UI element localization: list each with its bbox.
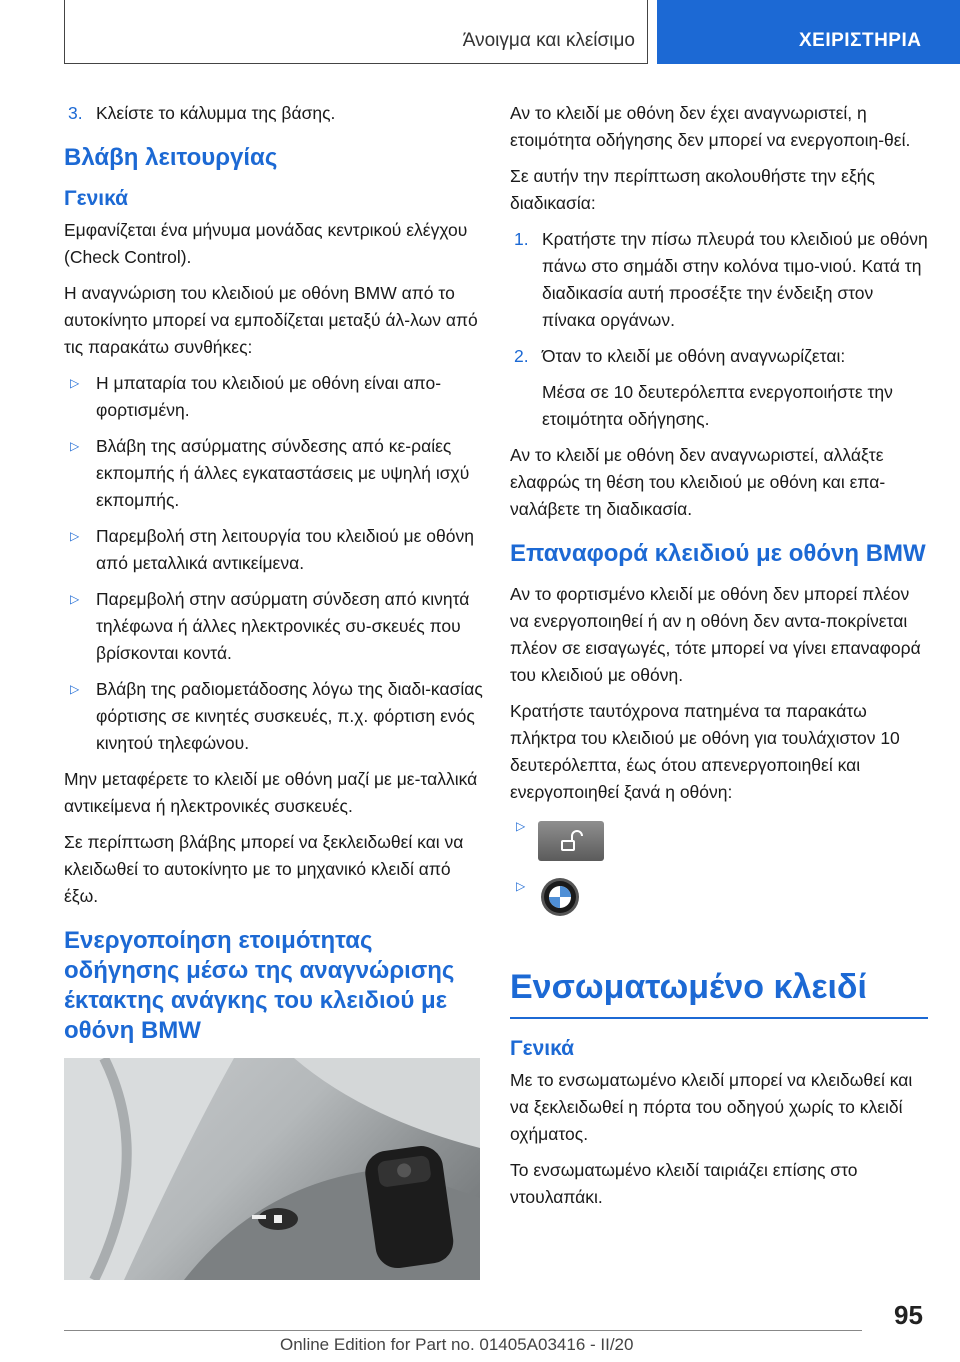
header-chapter-title: ΧΕΙΡΙΣΤΗΡΙΑ <box>799 30 922 51</box>
bullet-text: Παρεμβολή στην ασύρματη σύνδεση από κινητά τηλέφωνα ή άλλες ηλεκτρονικές συ-σκευές που βρίσκονται κοντά. <box>96 589 470 663</box>
bullet-item <box>64 586 484 667</box>
bullet-item <box>64 523 484 577</box>
step-text: Κρατήστε την πίσω πλευρά του κλειδιού με οθόνη πάνω στο σημάδι στην κολόνα τιμο-νιού. Κατά τη διαδικασία αυτή προσέξτε την ένδειξη στον πίνακα οργάνων. <box>542 229 928 330</box>
step-2-detail: Μέσα σε 10 δευτερόλεπτα ενεργοποιήστε την ετοιμότητα οδήγησης. <box>542 382 893 429</box>
step-1 <box>510 226 930 334</box>
header-section-title: Άνοιγμα και κλείσιμο <box>462 30 635 51</box>
heading-integrated-key: Ενσωματωμένο κλειδί <box>510 968 867 1006</box>
bullet-triangle-icon: ▷ <box>70 376 80 390</box>
paragraph: Αν το κλειδί με οθόνη δεν έχει αναγνωριστεί, η ετοιμότητα οδήγησης δεν μπορεί να ενεργοποιη-θεί. <box>510 103 911 150</box>
bullet-item <box>64 370 484 424</box>
bullet-triangle-icon: ▷ <box>70 529 80 543</box>
paragraph: Η αναγνώριση του κλειδιού με οθόνη BMW από το αυτοκίνητο μπορεί να εμποδίζεται μεταξύ άλ-λων από τις παρακάτω συνθήκες: <box>64 283 478 357</box>
step-3 <box>64 100 484 127</box>
step-number: 1. <box>514 229 529 249</box>
bullet-text: Παρεμβολή στη λειτουργία του κλειδιού με οθόνη από μεταλλικά αντικείμενα. <box>96 526 474 573</box>
footer-edition: Online Edition for Part no. 01405A03416 - II/20 <box>280 1335 634 1354</box>
heading-reset: Επαναφορά κλειδιού με οθόνη BMW <box>510 540 926 567</box>
step-2 <box>510 343 930 370</box>
paragraph: Σε αυτήν την περίπτωση ακολουθήστε την εξής διαδικασία: <box>510 166 875 213</box>
bmw-logo-icon <box>540 877 580 917</box>
paragraph: Σε περίπτωση βλάβης μπορεί να ξεκλειδωθεί και να κλειδωθεί το αυτοκίνητο με το μηχανικό κλειδί από έξω. <box>64 832 464 906</box>
heading-emergency: Ενεργοποίηση ετοιμότητας οδήγησης μέσω της αναγνώρισης έκτακτης ανάγκης του κλειδιού με οθόνη BMW <box>64 927 455 1044</box>
heading-general: Γενικά <box>510 1037 575 1060</box>
bullet-text: Βλάβη της ασύρματης σύνδεσης από κε-ραίες εκπομπής ή άλλες εγκαταστάσεις με υψηλή ισχύ εκπομπής. <box>96 436 470 510</box>
bullet-item-bmw-logo <box>510 875 930 931</box>
bullet-item <box>64 433 484 514</box>
paragraph: Το ενσωματωμένο κλειδί ταιριάζει επίσης στο ντουλαπάκι. <box>510 1160 858 1207</box>
bullet-triangle-icon: ▷ <box>516 819 526 833</box>
heading-fault: Βλάβη λειτουργίας <box>64 144 278 171</box>
heading-rule <box>510 1017 928 1019</box>
right-column <box>510 100 930 1220</box>
unlock-key-icon <box>538 821 604 861</box>
footer-divider <box>64 1330 862 1331</box>
bullet-triangle-icon: ▷ <box>70 682 80 696</box>
paragraph: Μην μεταφέρετε το κλειδί με οθόνη μαζί με με-ταλλικά αντικείμενα ή ηλεκτρονικές συσκευές. <box>64 769 478 816</box>
header-section-box <box>64 0 648 64</box>
key-on-steering-column-photo <box>64 1058 480 1280</box>
step-text: Όταν το κλειδί με οθόνη αναγνωρίζεται: <box>542 346 846 366</box>
left-column <box>64 100 484 1280</box>
paragraph: Με το ενσωματωμένο κλειδί μπορεί να κλειδωθεί και να ξεκλειδωθεί η πόρτα του οδηγού χωρίς το κλειδί οχήματος. <box>510 1070 913 1144</box>
paragraph: Αν το κλειδί με οθόνη δεν αναγνωριστεί, αλλάξτε ελαφρώς τη θέση του κλειδιού με οθόνη και επα-ναλάβετε τη διαδικασία. <box>510 445 886 519</box>
paragraph: Εμφανίζεται ένα μήνυμα μονάδας κεντρικού ελέγχου (Check Control). <box>64 220 468 267</box>
bullet-triangle-icon: ▷ <box>516 879 526 893</box>
heading-general: Γενικά <box>64 187 129 210</box>
header-chapter-tab <box>657 0 960 64</box>
paragraph: Αν το φορτισμένο κλειδί με οθόνη δεν μπορεί πλέον να ενεργοποιηθεί ή αν η οθόνη δεν αντα-ποκρίνεται πλέον σε εισαγωγές, τότε μπορεί να γίνει επαναφορά του κλειδιού με οθόνη. <box>510 584 921 685</box>
bullet-text: Βλάβη της ραδιομετάδοσης λόγω της διαδι-κασίας φόρτισης σε κινητές συσκευές, π.χ. φόρτιση ενός κινητού τηλεφώνου. <box>96 679 483 753</box>
bullet-item-unlock <box>510 815 930 875</box>
bullet-text: Η μπαταρία του κλειδιού με οθόνη είναι απο-φορτισμένη. <box>96 373 442 420</box>
bullet-triangle-icon: ▷ <box>70 439 80 453</box>
step-number: 3. <box>68 103 83 123</box>
paragraph: Κρατήστε ταυτόχρονα πατημένα τα παρακάτω πλήκτρα του κλειδιού με οθόνη για τουλάχιστον 10 δευτερόλεπτα, έως ότου απενεργοποιηθεί και ενεργοποιηθεί ξανά η οθόνη: <box>510 701 900 802</box>
photo-illustration <box>64 1058 480 1280</box>
page-number: 95 <box>894 1300 923 1330</box>
step-number: 2. <box>514 346 529 366</box>
bullet-triangle-icon: ▷ <box>70 592 80 606</box>
bullet-item <box>64 676 484 757</box>
step-text: Κλείστε το κάλυμμα της βάσης. <box>96 103 336 123</box>
